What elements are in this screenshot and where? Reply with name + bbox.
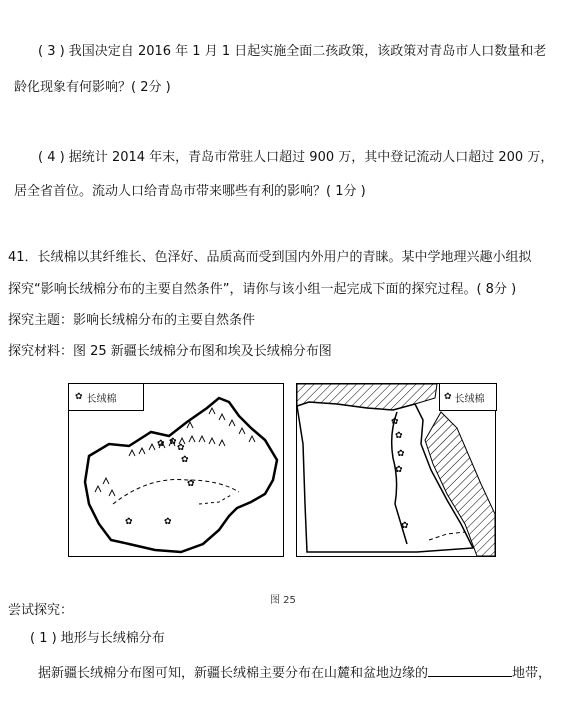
svg-text:✿: ✿ [397, 449, 405, 459]
q3-line2: 龄化现象有何影响？( 2分 ) [14, 80, 171, 95]
answer-blank[interactable] [428, 664, 512, 677]
svg-text:✿: ✿ [177, 443, 185, 453]
q41-line2: 探究“影响长绒棉分布的主要自然条件”，请你与该小组一起完成下面的探究过程。( 8分 ) [8, 282, 517, 297]
cotton-icon: ✿ [75, 392, 83, 402]
svg-text:✿: ✿ [187, 479, 195, 489]
q41-theme: 探究主题：影响长绒棉分布的主要自然条件 [8, 313, 256, 328]
svg-text:✿: ✿ [395, 465, 403, 475]
inquiry-sub1: ( 1 ) 地形与长绒棉分布 [30, 631, 165, 646]
cotton-icon: ✿ [444, 392, 452, 402]
inquiry-answer-line [38, 664, 551, 682]
cotton-markers [125, 437, 195, 527]
svg-text:✿: ✿ [395, 431, 403, 441]
xinjiang-outline [69, 384, 283, 556]
xinjiang-cotton-map [68, 383, 284, 557]
q41-line1: 41．长绒棉以其纤维长、色泽好、品质高而受到国内外用户的青睐。某中学地理兴趣小组拟 [8, 250, 532, 265]
svg-text:✿: ✿ [125, 517, 133, 527]
answer-text-before: 据新疆长绒棉分布图可知，新疆长绒棉主要分布在山麓和盆地边缘的 [38, 666, 429, 681]
figure-caption: 图 25 [270, 595, 296, 606]
q4-line2: 居全省首位。流动人口给青岛市带来哪些有利的影响？( 1分 ) [14, 184, 366, 199]
legend-label: 长绒棉 [86, 393, 117, 405]
q3-line1: ( 3 ) 我国决定自 2016 年 1 月 1 日起实施全面二孩政策，该政策对青岛市人口数量和老 [38, 44, 547, 59]
svg-text:✿: ✿ [164, 517, 172, 527]
q41-material: 探究材料：图 25 新疆长绒棉分布图和埃及长绒棉分布图 [8, 344, 332, 359]
svg-text:✿: ✿ [401, 521, 409, 531]
svg-text:✿: ✿ [169, 437, 177, 447]
q4-line1: ( 4 ) 据统计 2014 年末，青岛市常驻人口超过 900 万，其中登记流动人口超过 200 万， [38, 150, 554, 165]
svg-text:✿: ✿ [181, 455, 189, 465]
egypt-outline [297, 384, 495, 556]
legend-label-egypt: 长绒棉 [454, 393, 485, 405]
svg-text:✿: ✿ [391, 417, 399, 427]
answer-text-after: 地带， [512, 666, 552, 681]
inquiry-heading: 尝试探究： [8, 603, 74, 618]
egypt-cotton-map [296, 383, 496, 557]
svg-text:✿: ✿ [157, 439, 165, 449]
egypt-cotton-markers [391, 417, 409, 531]
